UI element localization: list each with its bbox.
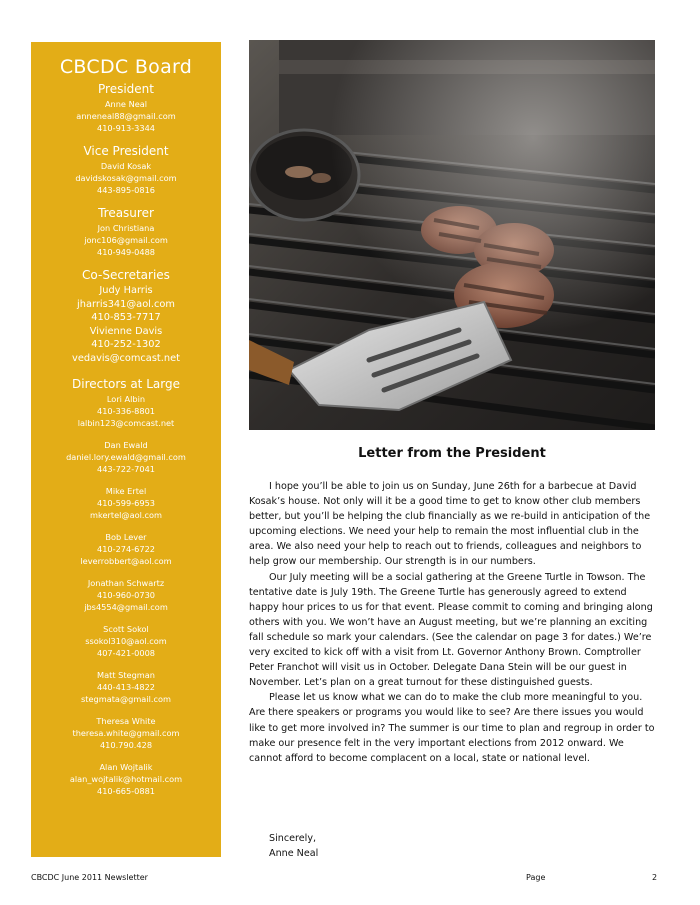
director-contact: daniel.lory.ewald@gmail.com bbox=[66, 452, 186, 462]
director-entry bbox=[31, 393, 221, 429]
director-contact: 410-336-8801 bbox=[96, 406, 155, 416]
role-title: Vice President bbox=[83, 144, 169, 158]
officer-email: davidskosak@gmail.com bbox=[75, 173, 177, 183]
director-contact: 410.790.428 bbox=[99, 740, 153, 750]
director-contact: 407-421-0008 bbox=[96, 648, 155, 658]
officer-name: Jon Christiana bbox=[97, 223, 155, 233]
footer-page-number: 2 bbox=[652, 873, 658, 882]
letter-closing: Sincerely, bbox=[269, 833, 317, 844]
secretary-line: Vivienne Davis bbox=[89, 325, 163, 337]
director-contact: 410-599-6953 bbox=[96, 498, 155, 508]
secretary-line: 410-252-1302 bbox=[91, 339, 161, 350]
letter-closing-block bbox=[269, 831, 318, 861]
footer-newsletter-name: CBCDC June 2011 Newsletter bbox=[31, 873, 148, 882]
role-title: Co-Secretaries bbox=[82, 268, 170, 282]
secretary-line: 410-853-7717 bbox=[91, 312, 161, 323]
director-name: Dan Ewald bbox=[104, 440, 148, 450]
letter-paragraph: Please let us know what we can do to make the club more meaningful to you. Are there speakers or programs you would like to see? Are there issues you would like to get more involved in? The summer is our time to plan and regroup in order to make our presence felt in the very important elections from 2012 onward. We cannot afford to become complacent on a local, state or national level. bbox=[249, 692, 655, 764]
officer-phone: 443-895-0816 bbox=[96, 185, 155, 195]
director-contact: leverrobbert@aol.com bbox=[80, 556, 172, 566]
director-contact: mkertel@aol.com bbox=[90, 510, 162, 520]
director-contact: 410-665-0881 bbox=[96, 786, 155, 796]
director-entry bbox=[31, 669, 221, 705]
director-entry bbox=[31, 439, 221, 475]
letter-paragraph: I hope you’ll be able to join us on Sunday, June 26th for a barbecue at David Kosak’s house. Not only will it be a good time to get to know other club members better, but you’ll be helping the club financially as we re-build in anticipation of the upcoming elections. We need your help to remain the most influential club in the area. We also need your help to reach out to friends, colleagues and neighbors to help grow our membership. Our strength is in our numbers. bbox=[249, 481, 651, 568]
directors-list bbox=[31, 393, 221, 797]
letter-title: Letter from the President bbox=[358, 446, 546, 461]
director-contact: theresa.white@gmail.com bbox=[72, 728, 180, 738]
footer-page-label: Page bbox=[526, 873, 546, 882]
officer-co-secretaries bbox=[31, 268, 221, 365]
director-contact: 440-413-4822 bbox=[96, 682, 155, 692]
director-contact: 443-722-7041 bbox=[96, 464, 155, 474]
director-name: Bob Lever bbox=[105, 532, 147, 542]
board-sidebar bbox=[31, 42, 221, 857]
role-title: President bbox=[98, 82, 154, 96]
letter-body bbox=[249, 479, 655, 766]
director-name: Lori Albin bbox=[106, 394, 146, 404]
director-name: Scott Sokol bbox=[103, 624, 149, 634]
role-title: Treasurer bbox=[98, 206, 154, 220]
director-entry bbox=[31, 577, 221, 613]
director-contact: stegmata@gmail.com bbox=[81, 694, 171, 704]
officer-email: anneneal88@gmail.com bbox=[76, 111, 176, 121]
sidebar-title: CBCDC Board bbox=[59, 56, 193, 78]
officer-president bbox=[31, 82, 221, 134]
director-entry bbox=[31, 715, 221, 751]
officer-email: jonc106@gmail.com bbox=[84, 235, 168, 245]
secretary-line: vedavis@comcast.net bbox=[72, 352, 180, 364]
director-contact: lalbin123@comcast.net bbox=[77, 418, 175, 428]
officer-phone: 410-949-0488 bbox=[96, 247, 155, 257]
officer-phone: 410-913-3344 bbox=[96, 123, 155, 133]
officer-treasurer bbox=[31, 206, 221, 258]
director-name: Jonathan Schwartz bbox=[87, 578, 165, 588]
director-name: Theresa White bbox=[96, 716, 156, 726]
director-entry bbox=[31, 485, 221, 521]
officer-name: Anne Neal bbox=[104, 99, 148, 109]
letter-signature: Anne Neal bbox=[269, 848, 319, 860]
director-name: Mike Ertel bbox=[105, 486, 147, 496]
director-contact: 410-274-6722 bbox=[96, 544, 155, 554]
grill-illustration bbox=[249, 40, 655, 430]
secretary-line: Judy Harris bbox=[99, 285, 153, 296]
directors-title: Directors at Large bbox=[72, 377, 180, 391]
director-entry bbox=[31, 531, 221, 567]
director-name: Alan Wojtalik bbox=[99, 762, 153, 772]
secretary-line: jharris341@aol.com bbox=[77, 298, 175, 310]
letter-paragraph: Our July meeting will be a social gathering at the Greene Turtle in Towson. The tentative date is July 19th. The Greene Turtle has generously agreed to extend happy hour prices to us for that event. Please commit to coming and bringing along others with you. We won’t have an August meeting, but we’re planning an exciting fall schedule so mark your calendars. (See the calendar on page 3 for dates.) We’re very excited to kick off with a visit from Lt. Governor Anthony Brown. Comptroller Peter Franchot will visit us in October. Delegate Dana Stein will be our guest in November. Let’s plan on a great turnout for these distinguished guests. bbox=[249, 571, 653, 689]
director-contact: 410-960-0730 bbox=[96, 590, 155, 600]
director-name: Matt Stegman bbox=[97, 670, 155, 680]
officer-name: David Kosak bbox=[100, 161, 152, 171]
officer-vice-president bbox=[31, 144, 221, 196]
grill-photo bbox=[249, 40, 655, 430]
director-contact: jbs4554@gmail.com bbox=[84, 602, 168, 612]
director-contact: ssokol310@aol.com bbox=[85, 636, 167, 646]
director-entry bbox=[31, 761, 221, 797]
director-contact: alan_wojtalik@hotmail.com bbox=[69, 774, 183, 784]
director-entry bbox=[31, 623, 221, 659]
